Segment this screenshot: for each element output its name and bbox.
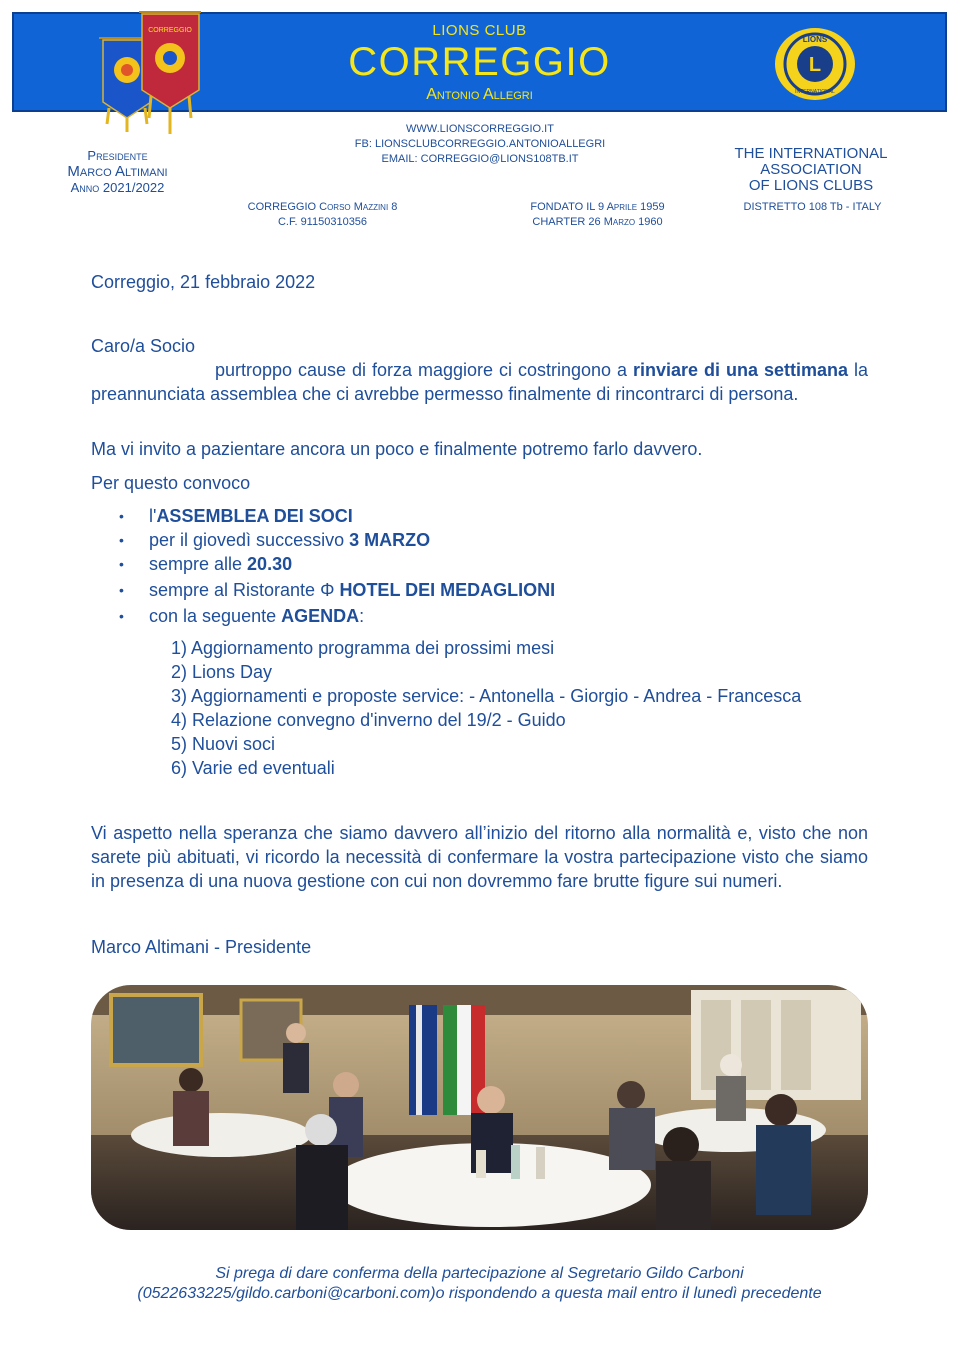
dinner-photo-image bbox=[91, 985, 868, 1230]
list-item: • sempre alle 20.30 bbox=[91, 552, 868, 576]
footer-line-1: Si prega di dare conferma della partecipazione al Segretario Gildo Carboni bbox=[215, 1265, 744, 1282]
intl-line-3: OF LIONS CLUBS bbox=[748, 177, 874, 194]
dinner-photo bbox=[91, 985, 868, 1230]
letter-greeting: Caro/a Socio bbox=[91, 336, 196, 356]
intl-line-1: THE INTERNATIONAL bbox=[734, 145, 888, 162]
lions-international-icon bbox=[771, 24, 859, 104]
agenda-item: 3) Aggiornamenti e proposte service: - Antonella - Giorgio - Andrea - Francesca bbox=[171, 686, 802, 706]
agenda-item: 5) Nuovi soci bbox=[171, 734, 276, 754]
list-item: • per il giovedì successivo 3 MARZO bbox=[91, 528, 868, 552]
pennants-logo bbox=[95, 0, 210, 140]
address: CORREGGIO Corso Mazzini 8 bbox=[247, 201, 398, 213]
paragraph-4: Vi aspetto nella speranza che siamo davvero all’inizio del ritorno alla normalità e, visto che non sarete più abituati, vi ricordo la necessità di confermare la vostra partecipazione visto che siamo in presenza di una nuova gestione con cui non dovremmo fare brutte figure sui numeri. bbox=[91, 823, 868, 891]
footer-note bbox=[40, 1264, 919, 1304]
contact-block bbox=[300, 122, 660, 167]
president-title: Presidente bbox=[87, 148, 148, 163]
club-label: LIONS CLUB bbox=[432, 22, 527, 39]
paragraph-1-text-a: purtroppo cause di forza maggiore ci costringono a bbox=[215, 360, 634, 380]
founding-block bbox=[500, 200, 695, 230]
letter-date: Correggio, 21 febbraio 2022 bbox=[91, 272, 316, 292]
footer-line-2[interactable]: (0522633225/gildo.carboni@carboni.com)o rispondendo a questa mail entro il lunedì precedente bbox=[137, 1285, 822, 1302]
facebook-link[interactable]: FB: LIONSCLUBCORREGGIO.ANTONIOALLEGRI bbox=[354, 138, 606, 150]
emblem-text: LIONS bbox=[802, 35, 828, 44]
founded-date: FONDATO IL 9 Aprile 1959 bbox=[530, 201, 665, 213]
president-name: Marco Altimani bbox=[67, 163, 168, 180]
list-item: • con la seguente AGENDA: bbox=[91, 604, 868, 628]
charter-date: CHARTER 26 Marzo 1960 bbox=[532, 216, 663, 228]
intl-line-2: ASSOCIATION bbox=[760, 161, 862, 178]
agenda-item: 2) Lions Day bbox=[171, 662, 273, 682]
emblem-subtext: INTERNATIONAL bbox=[795, 89, 835, 95]
club-name: CORREGGIO bbox=[348, 40, 611, 84]
agenda-item: 1) Aggiornamento programma dei prossimi mesi bbox=[171, 638, 555, 658]
agenda-item: 6) Varie ed eventuali bbox=[171, 758, 335, 778]
emblem-letter: L bbox=[808, 54, 822, 76]
list-item: • sempre al Ristorante Φ HOTEL DEI MEDAGLIONI bbox=[91, 578, 868, 602]
pennant-label: CORREGGIO bbox=[148, 27, 192, 34]
paragraph-2: Ma vi invito a pazientare ancora un poco e finalmente potremo farlo davvero. bbox=[91, 439, 703, 459]
list-item: • l'ASSEMBLEA DEI SOCI bbox=[91, 504, 868, 528]
paragraph-1 bbox=[91, 358, 868, 406]
paragraph-3: Per questo convoco bbox=[91, 473, 251, 493]
email-link[interactable]: EMAIL: CORREGGIO@LIONS108TB.IT bbox=[381, 153, 579, 165]
paragraph-1-text-b: la preannunciata assemblea che ci avrebbe permesso finalmente di rincontrarci di persona. bbox=[91, 360, 868, 404]
address-block bbox=[225, 200, 420, 230]
agenda-item: 4) Relazione convegno d'inverno del 19/2 - Guido bbox=[171, 710, 566, 730]
club-subtitle: Antonio Allegri bbox=[426, 86, 533, 103]
president-year: Anno 2021/2022 bbox=[70, 180, 165, 195]
district: DISTRETTO 108 Tb - ITALY bbox=[743, 201, 882, 213]
meeting-details-list bbox=[91, 504, 868, 628]
fiscal-code: C.F. 91150310356 bbox=[277, 216, 368, 228]
website-link[interactable]: WWW.LIONSCORREGGIO.IT bbox=[406, 123, 554, 135]
agenda-list bbox=[171, 636, 868, 780]
president-block bbox=[30, 148, 205, 196]
signature: Marco Altimani - Presidente bbox=[91, 937, 312, 957]
international-block bbox=[700, 146, 922, 194]
paragraph-1-bold: rinviare di una settimana bbox=[633, 360, 849, 380]
